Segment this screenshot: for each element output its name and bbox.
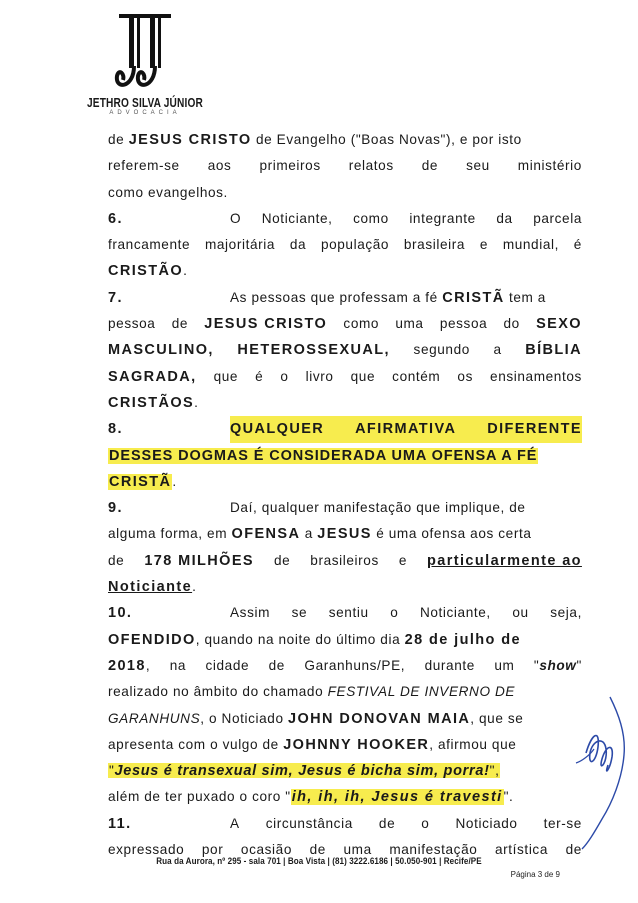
paragraph-7: 7. As pessoas que professam a fé CRISTÃ tem a: [108, 289, 546, 306]
text-line: SAGRADA, que é o livro que contém os ensinamentos: [108, 368, 582, 385]
text-line: pessoa de JESUS CRISTO como uma pessoa do SEXO: [108, 316, 582, 333]
quote-line-highlighted: além de ter puxado o coro "ih, ih, ih, Jesus é travesti".: [108, 789, 514, 806]
text-line: Noticiante.: [108, 579, 197, 596]
text-line: OFENDIDO, quando na noite do último dia 28 de julho de: [108, 631, 521, 648]
document-body: [108, 127, 582, 863]
firm-subtitle: ADVOCACIA: [109, 110, 181, 116]
text-line: 2018, na cidade de Garanhuns/PE, durante um "show": [108, 657, 582, 674]
text-line: CRISTÃO.: [108, 263, 188, 280]
firm-name: JETHRO SILVA JÚNIOR: [86, 95, 204, 110]
signature-mark: [568, 693, 634, 853]
paragraph-10: 10. Assim se sentiu o Noticiante, ou seja,: [108, 605, 582, 622]
text-line: alguma forma, em OFENSA a JESUS é uma ofensa aos certa: [108, 526, 532, 543]
jj-monogram-icon: [113, 10, 177, 96]
text-line: expressado por ocasião de uma manifestação artística de: [108, 842, 582, 858]
footer-address: Rua da Aurora, nº 295 - sala 701 | Boa Vista | (81) 3222.6186 | 50.050-901 | Recife/PE: [156, 855, 482, 866]
paragraph-9: 9. Daí, qualquer manifestação que implique, de: [108, 500, 526, 517]
letterhead-logo: [70, 10, 220, 116]
text-line: de 178 MILHÕES de brasileiros e particularmente ao: [108, 552, 582, 569]
text-line: MASCULINO, HETEROSSEXUAL, segundo a BÍBLIA: [108, 342, 582, 359]
text-line: como evangelhos.: [108, 184, 228, 200]
text-line: GARANHUNS, o Noticiado JOHN DONOVAN MAIA, que se: [108, 710, 524, 727]
text-line: realizado no âmbito do chamado FESTIVAL DE INVERNO DE: [108, 684, 516, 700]
text-line: francamente majoritária da população brasileira e mundial, é: [108, 237, 582, 253]
paragraph-6: 6. O Noticiante, como integrante da parcela: [108, 210, 582, 227]
text-line: de JESUS CRISTO de Evangelho ("Boas Novas"), e por isto: [108, 132, 522, 148]
text-line: apresenta com o vulgo de JOHNNY HOOKER, afirmou que: [108, 736, 517, 753]
paragraph-11: 11. A circunstância de o Noticiado ter-se: [108, 815, 582, 832]
quote-line-highlighted: "Jesus é transexual sim, Jesus é bicha sim, porra!",: [109, 763, 500, 780]
text-line-highlighted: DESSES DOGMAS É CONSIDERADA UMA OFENSA A FÉ: [109, 447, 538, 464]
paragraph-8: 8. QUALQUER AFIRMATIVA DIFERENTE: [108, 416, 582, 442]
text-line: CRISTÃOS.: [108, 394, 199, 411]
text-line: referem-se aos primeiros relatos de seu ministério: [108, 158, 582, 174]
page-number: Página 3 de 9: [510, 870, 560, 879]
text-line-highlighted: CRISTÃ.: [109, 473, 177, 490]
